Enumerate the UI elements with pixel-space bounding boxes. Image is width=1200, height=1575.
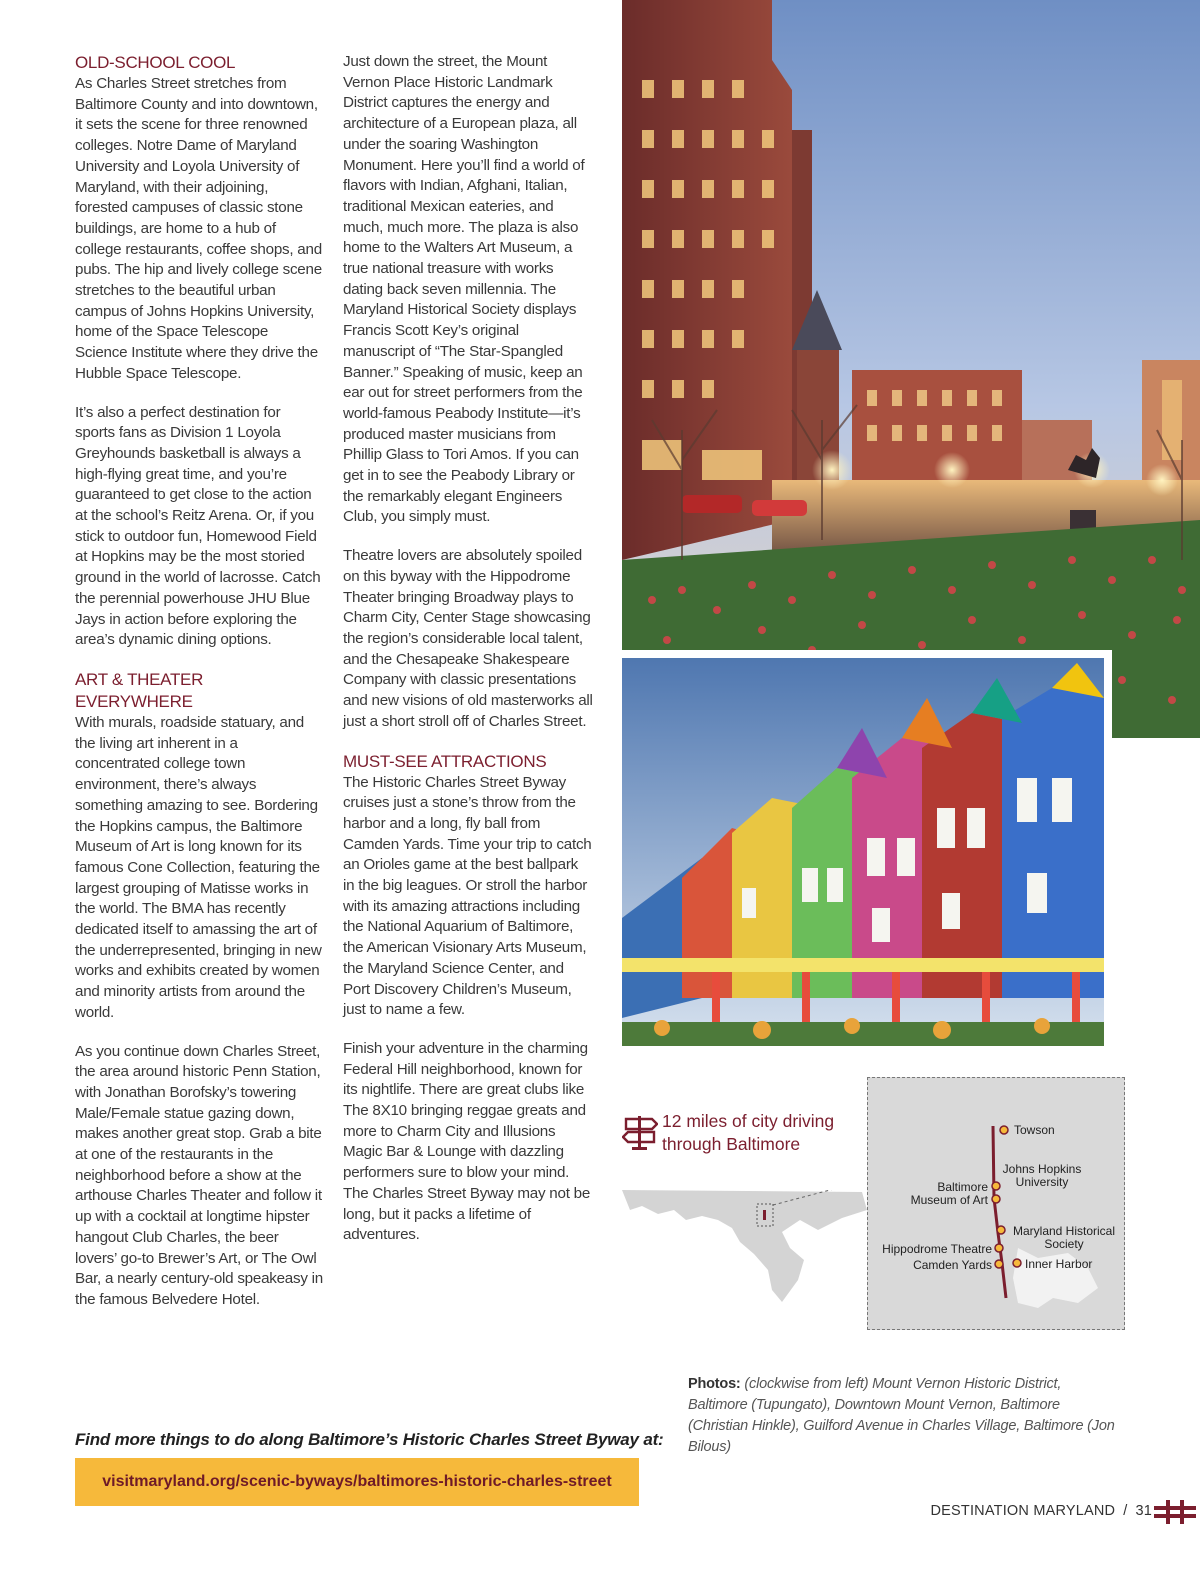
stop-mhs bbox=[997, 1226, 1005, 1234]
section-heading-art-theater: ART & THEATER EVERYWHERE bbox=[75, 669, 204, 711]
section-heading-old-school-cool: OLD-SCHOOL COOL bbox=[75, 53, 236, 72]
paragraph: Finish your adventure in the charming Federal Hill neighborhood, known for its nightlife. There are great clubs like The 8X10 bringing reggae greats and more to Charm City and Illusions Magic Bar & Lounge with dazzling performers sure to blow your mind. The Charles Street Byway may not be long, but it packs a lifetime of adventures. bbox=[343, 1039, 591, 1244]
page-footer bbox=[930, 1503, 1152, 1519]
footer-separator: / bbox=[1123, 1503, 1128, 1519]
map-label-inner-harbor: Inner Harbor bbox=[1025, 1257, 1093, 1271]
column-middle bbox=[343, 52, 593, 1264]
map-label-camden: Camden Yards bbox=[913, 1258, 992, 1272]
map-label-towson: Towson bbox=[1014, 1123, 1055, 1137]
paragraph: Just down the street, the Mount Vernon Place Historic Landmark District captures the energy and architecture of a European plaza, all under the soaring Washington Monument. Here you’ll find a world of flavors with Indian, Afghani, Italian, traditional Mexican eateries, and much, much more. The plaza is also home to the Walters Art Museum, a true national treasure with works dating back seven millennia. The Maryland Historical Society displays Francis Scott Key’s original manuscript of “The Star-Spangled Banner.” Speaking of music, keep an ear out for street performers from the world-famous Peabody Institute—it’s produced master musicians from Phillip Glass to Tori Amos. If you can get in to see the Peabody Library or the remarkably elegant Engineers Club, you simply must. bbox=[343, 53, 585, 526]
publication-name: DESTINATION MARYLAND bbox=[930, 1503, 1116, 1519]
maryland-map-icon bbox=[622, 1190, 872, 1315]
website-link[interactable] bbox=[75, 1458, 639, 1506]
paragraph: Theatre lovers are absolutely spoiled on this byway with the Hippodrome Theater bringing Broadway plays to Charm City, Center Stage showcasing the region’s considerable local talent, and the Chesapeake Shakespeare Company with classic presentations and new visions of old masterworks all just a short stroll off of Charles Street. bbox=[343, 547, 593, 730]
map-label-bma: Baltimore Museum of Art bbox=[910, 1180, 988, 1207]
paragraph: As you continue down Charles Street, the area around historic Penn Station, with Jonathan Borofsky’s towering Male/Female statue gazing down, makes another great stop. Grab a bite at one of the restaurants in the neighborhood before a show at the arthouse Charles Theater and follow it up with a cocktail at longtime hipster hangout Club Charles, the beer lovers’ go-to Brewer’s Art, or The Owl Bar, a nearly century-old speakeasy in the famous Belvedere Hotel. bbox=[75, 1042, 323, 1308]
map-label-jhu: Johns Hopkins University bbox=[1002, 1162, 1082, 1189]
route-map bbox=[867, 1077, 1125, 1330]
section-heading-must-see: MUST-SEE ATTRACTIONS bbox=[343, 751, 547, 771]
paragraph: It’s also a perfect destination for sports fans as Division 1 Loyola Greyhounds basketball is always a high-flying great time, and you’re guaranteed to get close to the action at the school’s Reitz Arena. Or, if you stick to outdoor fun, Homewood Field at Hopkins may be the most storied ground in the world of lacrosse. Catch the perennial powerhouse JHU Blue Jays in action before exploring the area’s dynamic dining options. bbox=[75, 403, 321, 649]
stop-towson bbox=[1000, 1126, 1008, 1134]
find-more-text: Find more things to do along Baltimore’s Historic Charles Street Byway at: bbox=[75, 1430, 664, 1449]
photo-painted-rowhouses bbox=[622, 650, 1112, 1046]
stop-inner-harbor bbox=[1013, 1259, 1021, 1267]
callout-text: 12 miles of city driving through Baltimore bbox=[662, 1111, 835, 1154]
credits-text: (clockwise from left) Mount Vernon Historic District, Baltimore (Tupungato), Downtown Mount Vernon, Baltimore (Christian Hinkle), Guilford Avenue in Charles Village, Baltimore (Jon Bilous) bbox=[688, 1376, 1115, 1455]
stop-jhu bbox=[992, 1182, 1000, 1190]
map-label-mhs: Maryland Historical Society bbox=[1012, 1224, 1116, 1251]
paragraph: The Historic Charles Street Byway cruises just a stone’s throw from the harbor and a long, fly ball from Camden Yards. Time your trip to catch an Orioles game at the best ballpark in the big leagues. Or stroll the harbor with its amazing attractions including the National Aquarium of Baltimore, the American Visionary Arts Museum, the Maryland Science Center, and Port Discovery Children’s Museum, just to name a few. bbox=[343, 773, 592, 1019]
stop-hippodrome bbox=[995, 1244, 1003, 1252]
column-left bbox=[75, 52, 323, 1329]
page-number: 31 bbox=[1135, 1503, 1152, 1519]
stop-bma bbox=[992, 1195, 1000, 1203]
photo-credits bbox=[688, 1374, 1118, 1458]
paragraph: With murals, roadside statuary, and the living art inherent in a concentrated college town environment, there’s always something amazing to see. Bordering the Hopkins campus, the Baltimore Museum of Art is long known for its famous Cone Collection, featuring the largest grouping of Matisse works in the world. The BMA has recently dedicated itself to amassing the art of the underrepresented, bringing in new works and exhibits created by women and minority artists from around the world. bbox=[75, 713, 322, 1021]
maryland-flag-icon bbox=[1154, 1500, 1196, 1524]
website-url[interactable]: visitmaryland.org/scenic-byways/baltimores-historic-charles-street bbox=[102, 1473, 612, 1490]
paragraph: As Charles Street stretches from Baltimore County and into downtown, it sets the scene for three renowned colleges. Notre Dame of Maryland University and Loyola University of Maryland, with their adjoining, forested campuses of classic stone buildings, are home to a hub of college restaurants, coffee shops, and pubs. The hip and lively college scene stretches to the beautiful urban campus of Johns Hopkins University, home of the Space Telescope Science Institute where they drive the Hubble Space Telescope. bbox=[75, 75, 322, 382]
credits-label: Photos: bbox=[688, 1376, 741, 1392]
map-label-hippodrome: Hippodrome Theatre bbox=[882, 1242, 992, 1256]
signpost-icon bbox=[622, 1114, 658, 1150]
stop-camden bbox=[995, 1260, 1003, 1268]
photo-mount-vernon bbox=[622, 0, 1200, 738]
